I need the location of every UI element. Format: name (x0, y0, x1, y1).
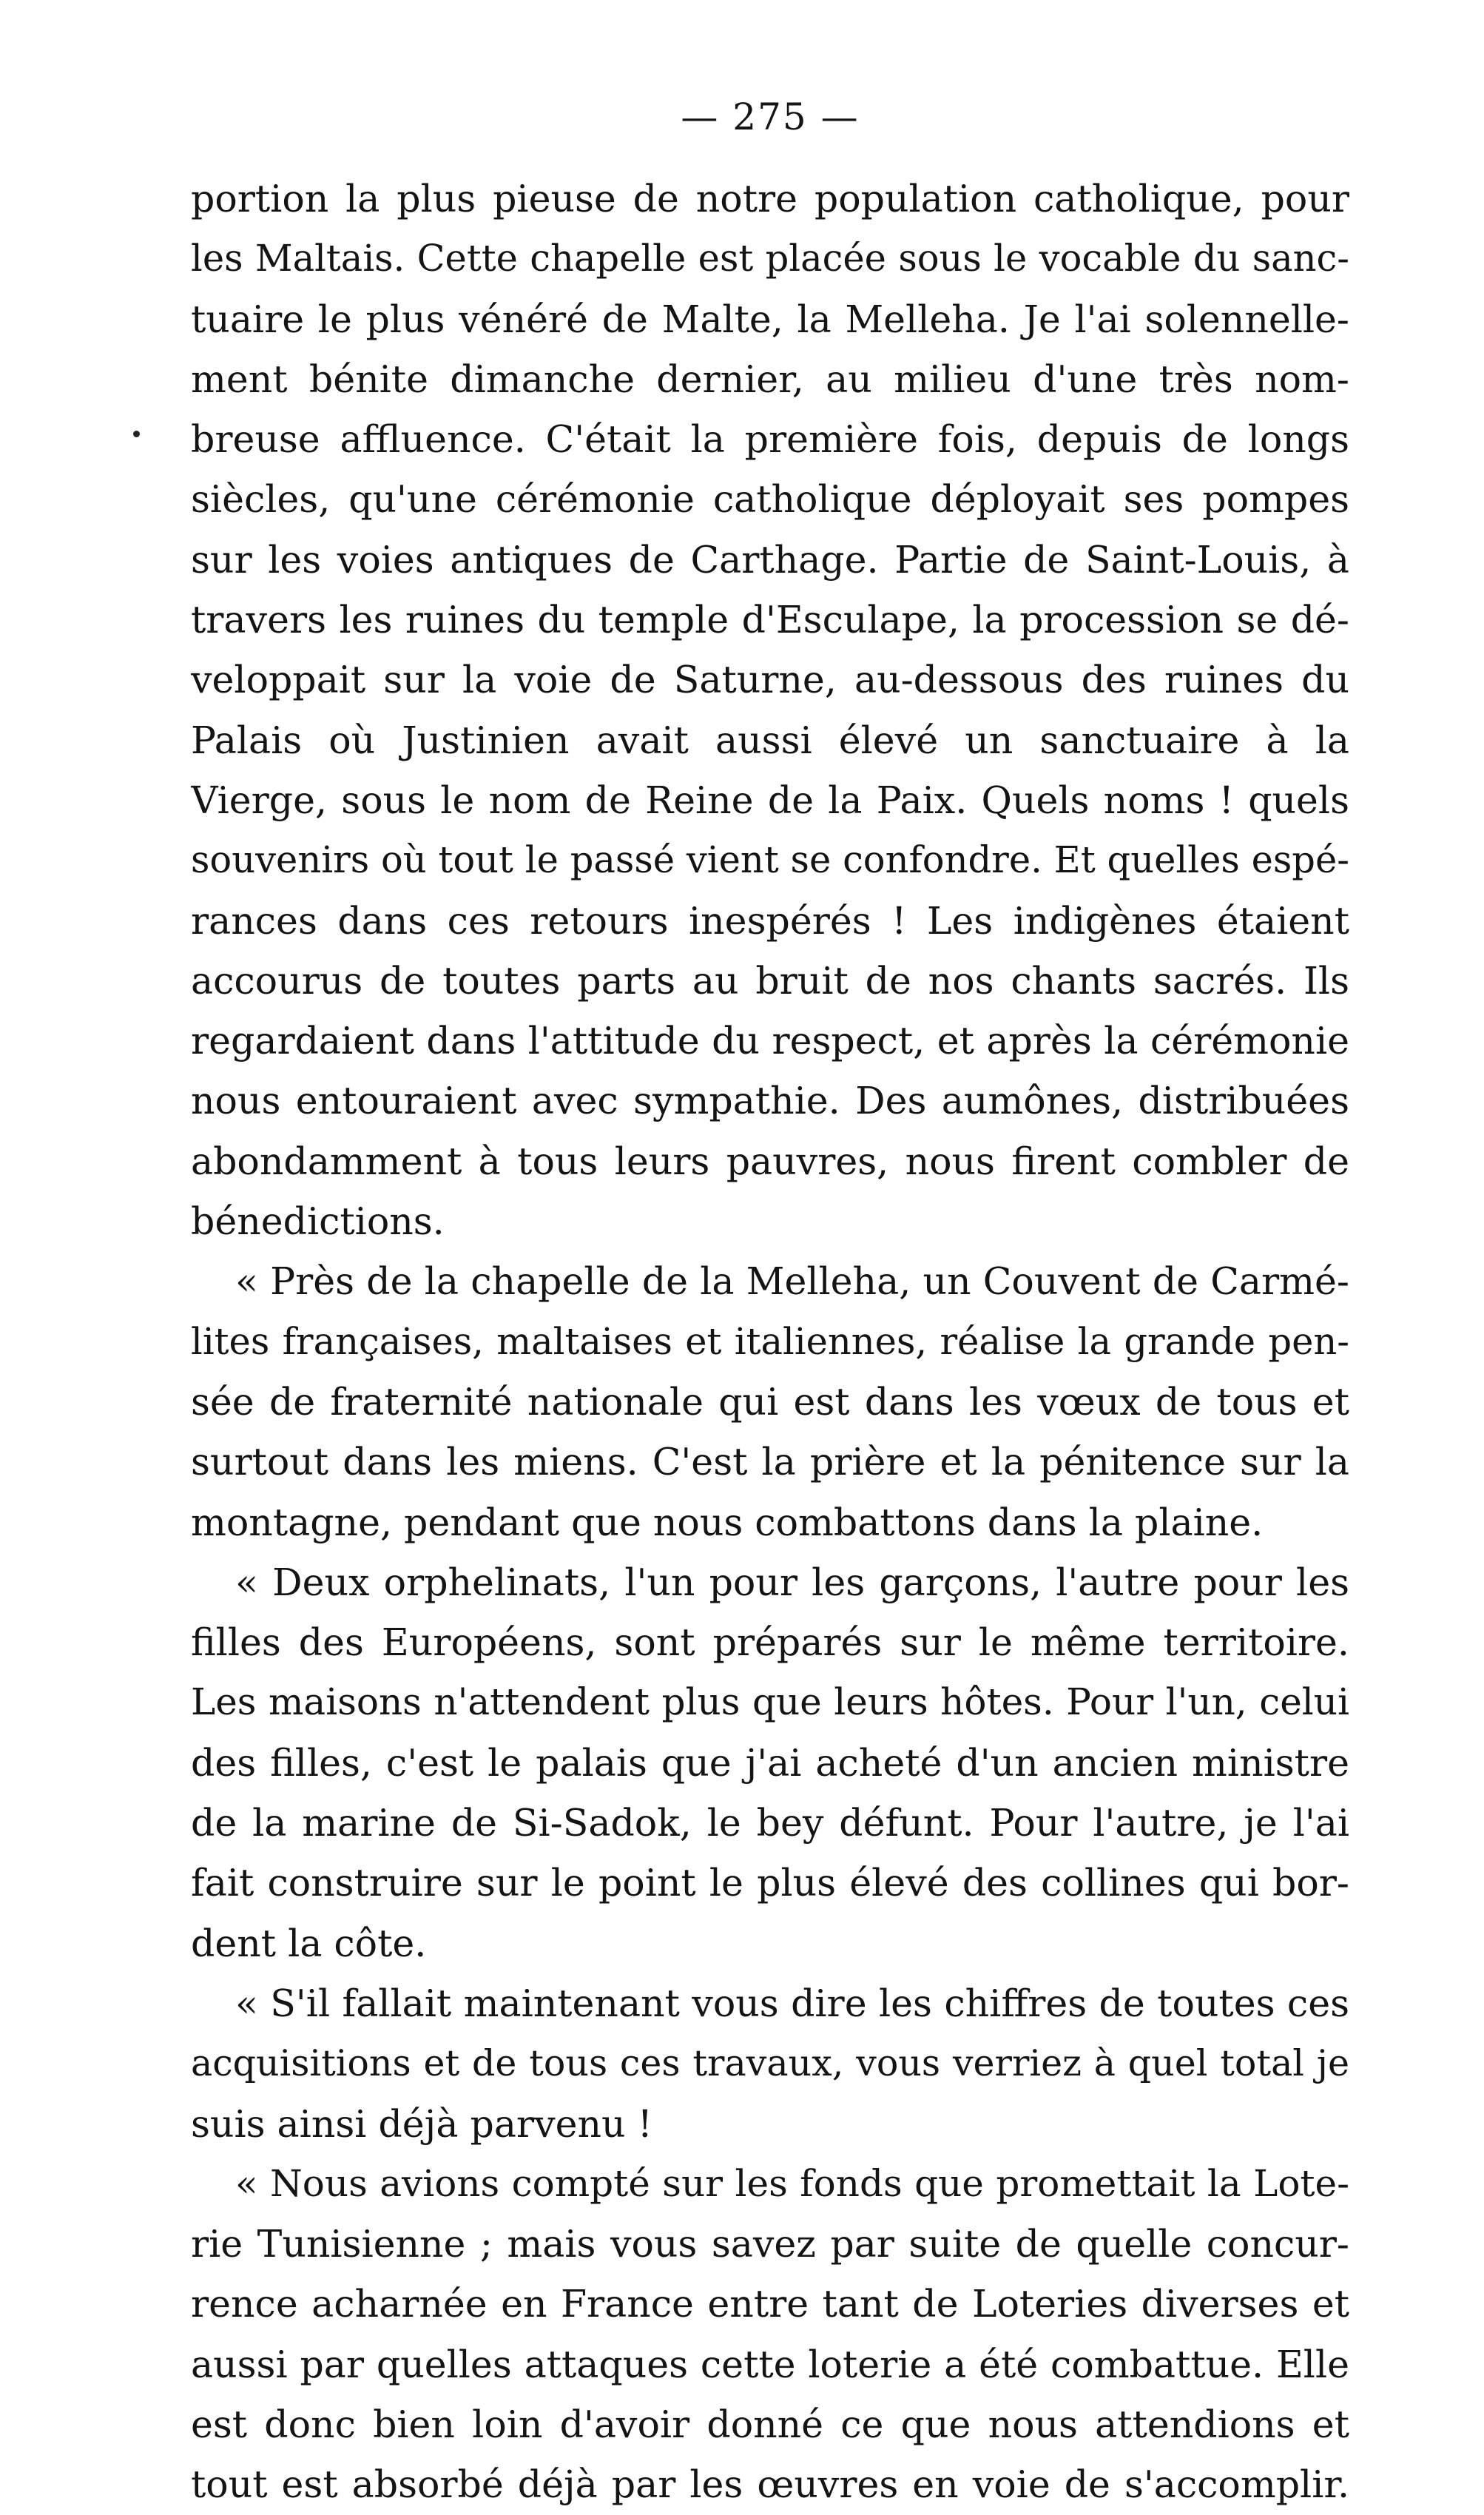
text-line: dent la côte. (191, 1921, 427, 1965)
margin-dot-mark (133, 431, 140, 437)
text-line: filles des Européens, sont préparés sur le même territoire. (191, 1620, 1349, 1665)
text-line: nous entouraient avec sympathie. Des aumônes, distribuées (191, 1079, 1349, 1123)
text-line: sur les voies antiques de Carthage. Partie de Saint-Louis, à (191, 537, 1349, 582)
text-line: Les maisons n'attendent plus que leurs hôtes. Pour l'un, celui (191, 1680, 1349, 1724)
text-line: lites françaises, maltaises et italiennes, réalise la grande pen- (191, 1319, 1349, 1363)
text-line: fait construire sur le point le plus élevé des collines qui bor- (191, 1861, 1349, 1905)
text-line: Palais où Justinien avait aussi élevé un sanctuaire à la (191, 718, 1349, 762)
text-line: de la marine de Si-Sadok, le bey défunt. Pour l'autre, je l'ai (191, 1801, 1349, 1845)
text-line: tout est absorbé déjà par les œuvres en voie de s'accomplir. (191, 2462, 1349, 2507)
text-line: acquisitions et de tous ces travaux, vous verriez à quel total je (191, 2042, 1349, 2085)
text-line: rence acharnée en France entre tant de Loteries diverses et (191, 2282, 1349, 2326)
text-line: portion la plus pieuse de notre population catholique, pour (191, 177, 1349, 220)
text-line: Vierge, sous le nom de Reine de la Paix. Quels noms ! quels (191, 778, 1349, 822)
text-line: suis ainsi déjà parvenu ! (191, 2101, 652, 2146)
text-line: veloppait sur la voie de Saturne, au-dessous des ruines du (191, 658, 1349, 702)
text-line: breuse affluence. C'était la première fois, depuis de longs (191, 417, 1349, 462)
text-line: souvenirs où tout le passé vient se confondre. Et quelles espé- (191, 838, 1349, 882)
text-line: les Maltais. Cette chapelle est placée sous le vocable du sanc- (191, 237, 1349, 280)
body-text (191, 169, 1349, 2515)
text-line: est donc bien loin d'avoir donné ce que nous attendions et (191, 2402, 1349, 2446)
text-line: sée de fraternité nationale qui est dans les vœux de tous et (191, 1379, 1349, 1424)
text-line: accourus de toutes parts au bruit de nos chants sacrés. Ils (191, 958, 1349, 1003)
text-line: travers les ruines du temple d'Esculape, la procession se dé- (191, 598, 1349, 642)
text-line: rie Tunisienne ; mais vous savez par suite de quelle concur- (191, 2222, 1349, 2266)
text-line: « Nous avions compté sur les fonds que promettait la Lote- (235, 2161, 1349, 2205)
text-line: aussi par quelles attaques cette loterie a été combattue. Elle (191, 2342, 1349, 2386)
text-line: surtout dans les miens. C'est la prière et la pénitence sur la (191, 1440, 1349, 1484)
text-line: ment bénite dimanche dernier, au milieu d'une très nom- (191, 357, 1349, 401)
text-line: abondamment à tous leurs pauvres, nous firent combler de (191, 1139, 1349, 1183)
text-line: siècles, qu'une cérémonie catholique déployait ses pompes (191, 477, 1349, 522)
text-line: tuaire le plus vénéré de Malte, la Melleha. Je l'ai solennelle- (191, 297, 1349, 341)
book-page (191, 95, 1349, 2515)
text-line: montagne, pendant que nous combattons dans la plaine. (191, 1500, 1264, 1544)
text-line: des filles, c'est le palais que j'ai acheté d'un ancien ministre (191, 1740, 1349, 1785)
text-line: « Près de la chapelle de la Melleha, un Couvent de Carmé- (235, 1259, 1349, 1304)
text-line: « Deux orphelinats, l'un pour les garçons, l'autre pour les (235, 1560, 1349, 1604)
page-number: — 275 — (681, 95, 860, 138)
text-line: « S'il fallait maintenant vous dire les chiffres de toutes ces (235, 1981, 1349, 2025)
text-line: rances dans ces retours inespérés ! Les indigènes étaient (191, 898, 1349, 943)
text-line: regardaient dans l'attitude du respect, et après la cérémonie (191, 1019, 1349, 1063)
text-line: bénedictions. (191, 1199, 445, 1244)
